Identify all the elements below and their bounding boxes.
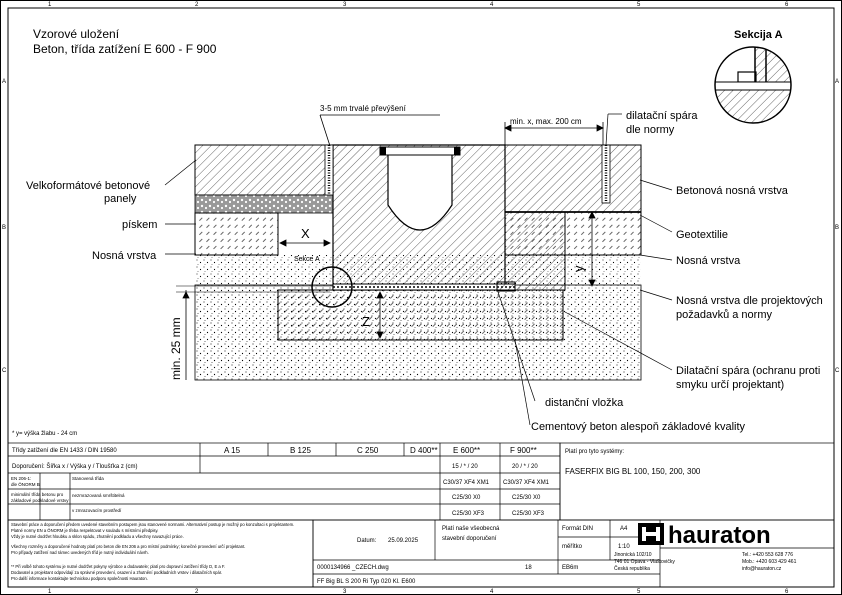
valid-1: Platí naše všeobecná — [442, 526, 500, 532]
label-base-right: Nosná vrstva — [676, 255, 741, 267]
r3-note: Stanovená třída — [72, 476, 104, 481]
date-label: Datum: — [357, 538, 377, 544]
date-value: 25.09.2025 — [388, 538, 419, 544]
e600-dims: 15 / * / 20 — [452, 464, 478, 470]
grid-col-2-b: 2 — [195, 589, 199, 595]
hauraton-logo — [638, 522, 771, 549]
product-name: FF Big BL S 200 Ri Typ 020 Kl. E600 — [317, 579, 416, 585]
label-min25: min. 25 mm — [169, 317, 183, 380]
r4-note: nezmrazovaná smrštitelná — [72, 493, 125, 498]
tel: Tel.: +420 553 628 776 — [742, 552, 794, 558]
table-row1-label: Třídy zatížení dle EN 1433 / DIN 19580 — [12, 448, 117, 454]
r3-f: C30/37 XF4 XM1 — [503, 480, 550, 486]
note-3: Vždy je nutné dodržet hloubku a sklon spádu, zhutnění podkladu a všechny navazující práce. — [11, 534, 184, 539]
grid-col-1-b: 1 — [48, 589, 52, 595]
email: info@hauraton.cz — [742, 566, 782, 572]
r3-e: C30/37 XF4 XM1 — [443, 480, 490, 486]
scale-label: měřítko — [562, 544, 583, 550]
page-number: 18 — [525, 565, 532, 571]
label-dil-joint-2: dle normy — [626, 124, 675, 136]
grid-col-1: 1 — [48, 2, 52, 8]
format-value: A4 — [620, 526, 628, 532]
note-1: Stavební práce a doporučení předem uvedené stavebním postupem jsou stanovené normami. Alternativní postup je možný po konzultaci s projektantem. — [11, 522, 295, 527]
grid-row-c: C — [2, 368, 7, 374]
grid-row-b-r: B — [835, 225, 840, 231]
r5-f: C25/30 XF3 — [512, 511, 545, 517]
label-panels-2: panely — [104, 193, 137, 205]
addr-1: Jinonická 102/10 — [614, 552, 652, 558]
label-panels-1: Velkoformátové betonové — [26, 180, 151, 192]
r4-f: C25/30 X0 — [512, 495, 541, 501]
grid-row-c-r: C — [835, 368, 840, 374]
table-row2-label: Doporučení: Šířka x / Výška y / Tloušťka z (cm) — [12, 464, 138, 470]
notes-block — [8, 520, 313, 587]
section-a-marker-label: Sekce A — [294, 256, 320, 263]
label-x: X — [301, 226, 310, 241]
grid-col-6-b: 6 — [785, 589, 789, 595]
r5-note: v zmrazovacím prostředí — [72, 508, 122, 513]
label-geotextile: Geotextilie — [676, 229, 728, 241]
grid-row-a: A — [2, 79, 7, 85]
class-e600: E 600** — [453, 446, 481, 455]
note-4: Všechny rozměry a doporučené hodnoty platí pro beton dle EN 206 a pro místní podmínky; konečné provedení určí projektant. — [11, 544, 246, 549]
label-dil-protect-1: Dilatační spára (ochranu proti — [676, 365, 821, 377]
class-a15: A 15 — [224, 446, 241, 455]
grid-col-5-b: 5 — [637, 589, 641, 595]
r4-e: C25/30 X0 — [452, 495, 481, 501]
grid-col-2: 2 — [195, 2, 199, 8]
note-5: Pro případy zatížení nad rámec uvedených tříd je nutný individuální návrh. — [11, 550, 149, 555]
title-line-2: Beton, třída zatížení E 600 - F 900 — [33, 42, 217, 56]
label-z: Z — [362, 314, 370, 329]
scale-value: 1:10 — [618, 544, 630, 550]
code: EB6m — [562, 565, 579, 571]
spec-table-text — [11, 446, 701, 517]
grid-col-3: 3 — [343, 2, 347, 8]
grid-row-a-r: A — [835, 79, 840, 85]
note-8: Pro další informace kontaktujte technickou podporu společnosti Hauraton. — [11, 576, 148, 581]
grid-col-4-b: 4 — [490, 589, 494, 595]
class-f900: F 900** — [510, 446, 537, 455]
mob: Mob.: +420 603 429 461 — [742, 559, 797, 565]
label-dil-protect-2: smyku určí projektant) — [676, 379, 785, 391]
systems-label: Platí pro tyto systémy: — [565, 449, 625, 455]
title-line-1: Vzorové uložení — [33, 27, 120, 41]
r3a: EN 206-1: — [11, 476, 32, 481]
class-b125: B 125 — [290, 446, 311, 455]
grid-col-3-b: 3 — [343, 589, 347, 595]
label-base-project-1: Nosná vrstva dle projektových — [676, 295, 823, 307]
grid-col-4: 4 — [490, 2, 494, 8]
label-overhang: 3-5 mm trvalé převýšení — [320, 104, 406, 113]
valid-2: stavební doporučení — [442, 536, 497, 542]
systems-value: FASERFIX BIG BL 100, 150, 200, 300 — [565, 467, 701, 476]
label-y: y — [571, 265, 586, 272]
r4b: základové podkladové vrstvy — [11, 498, 69, 503]
note-2: Platné normy EN a ÖNORM je třeba respektovat v souladu s místními předpisy. — [11, 528, 159, 533]
class-c250: C 250 — [357, 446, 379, 455]
class-d400: D 400** — [410, 446, 438, 455]
label-base-project-2: požadavků a normy — [676, 309, 772, 321]
grid-col-5: 5 — [637, 2, 641, 8]
grid-row-b: B — [2, 225, 7, 231]
section-title: Sekcija A — [734, 29, 783, 41]
logo-text: hauraton — [668, 522, 771, 549]
file-name: 0000134966 _CZECH.dwg — [317, 565, 389, 571]
label-spacer: distanční vložka — [545, 397, 624, 409]
format-label: Formát DIN — [562, 526, 594, 532]
note-7: Dodavatel a projektant odpovídají za správné provedení, osazení a zhutnění podkladních vrstev i dilatačních spár. — [11, 570, 223, 575]
grid-col-6: 6 — [785, 2, 789, 8]
label-sand: pískem — [122, 219, 158, 231]
section-a-detail — [710, 45, 800, 125]
label-min-x: min. x, max. 200 cm — [510, 117, 582, 126]
note-6: ** Při volbě tohoto systému je nutné dodržet pokyny výrobce a dodavatele; platí pro dopravní zatížení třídy D, E a F. — [11, 564, 226, 569]
label-cement: Cementový beton alespoň základové kvality — [531, 421, 746, 433]
addr-3: Česká republika — [614, 566, 650, 572]
r5-e: C25/30 XF3 — [452, 511, 485, 517]
footnote: * y= výška žlabu - 24 cm — [12, 431, 78, 437]
r4a: minimální třída betonu pro — [11, 492, 64, 497]
label-dil-joint-1: dilatační spára — [626, 110, 698, 122]
r3b: dle ÖNORM B — [11, 482, 40, 487]
addr-2: 746 01 Opava - Vlaštovičky — [614, 559, 675, 565]
label-concrete-base: Betonová nosná vrstva — [676, 185, 788, 197]
f900-dims: 20 / * / 20 — [512, 464, 538, 470]
label-base-left: Nosná vrstva — [92, 250, 157, 262]
